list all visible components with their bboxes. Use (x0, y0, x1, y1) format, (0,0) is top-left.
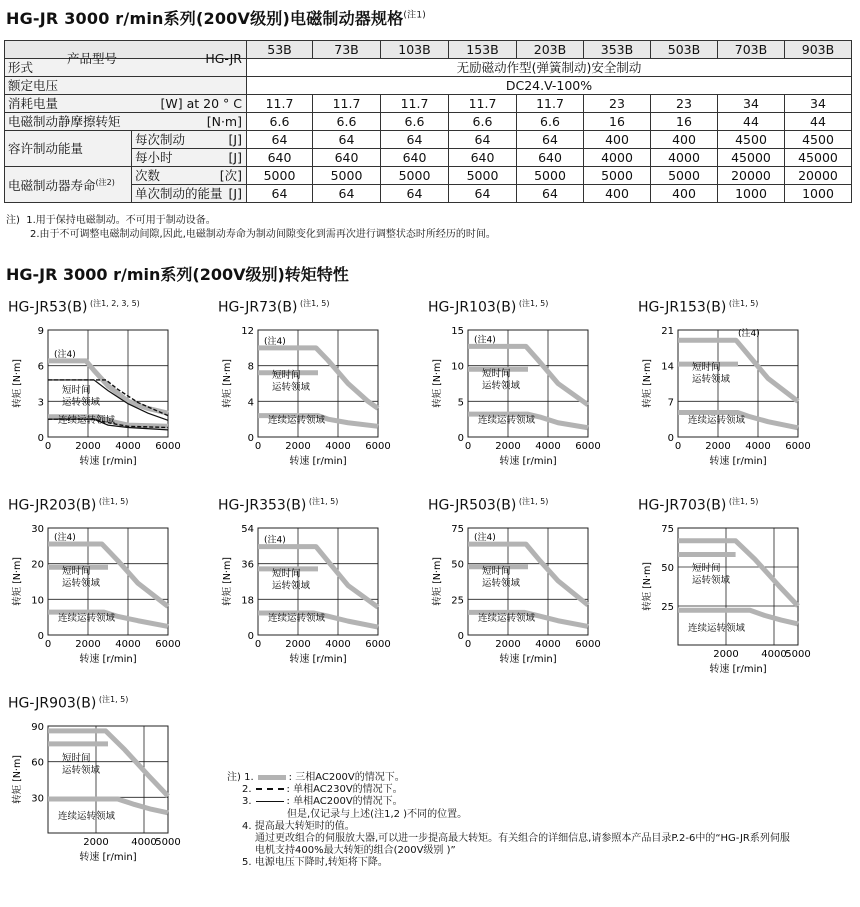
continuous-label: 连续运转领域 (58, 415, 116, 426)
x-tick-label: 5000 (155, 837, 181, 848)
table-header-row: 产品型号 HG-JR 53B 73B 103B 153B 203B 353B 503B 703B 903B (5, 41, 852, 59)
y-tick-label: 10 (31, 595, 44, 607)
note4-label: (注4) (54, 349, 76, 360)
torque-chart-5 (8, 496, 213, 691)
series-line (678, 610, 798, 624)
legend-solid-line (256, 801, 284, 802)
chart-title: HG-JR203(B) $^{(注1, 5)}$ (8, 497, 129, 514)
y-tick-label: 5 (457, 397, 464, 409)
short-time-label: 运转领域 (62, 578, 101, 590)
torque-chart-4 (638, 298, 843, 493)
short-time-label: 短时间 (482, 368, 511, 380)
note4-label: (注4) (474, 533, 496, 544)
y-axis-label: 转矩 [N·m] (432, 359, 443, 408)
y-tick-label: 30 (31, 793, 44, 805)
torque-chart-7 (428, 496, 633, 691)
chart-svg (8, 518, 213, 709)
x-axis-label: 转速 [r/min] (79, 852, 137, 863)
y-axis-label: 转矩 [N·m] (12, 755, 23, 804)
y-tick-label: 14 (661, 361, 674, 373)
chart-title: HG-JR503(B) $^{(注1, 5)}$ (428, 497, 549, 514)
chart-svg (218, 518, 423, 709)
continuous-label: 连续运转领域 (688, 623, 746, 634)
y-tick-label: 9 (37, 326, 44, 337)
y-tick-label: 15 (451, 326, 464, 337)
note4-label: (注4) (264, 535, 286, 546)
x-tick-label: 5000 (785, 649, 811, 660)
x-tick-label: 4000 (745, 441, 771, 452)
short-time-label: 短时间 (62, 752, 91, 764)
y-tick-label: 90 (31, 722, 44, 733)
x-tick-label: 6000 (575, 441, 601, 452)
torque-chart-1 (8, 298, 213, 493)
x-axis-label: 转速 [r/min] (709, 664, 767, 675)
x-tick-label: 4000 (115, 441, 141, 452)
y-axis-label: 转矩 [N·m] (642, 562, 653, 611)
y-tick-label: 0 (457, 433, 464, 444)
x-tick-label: 6000 (365, 639, 391, 650)
x-axis-label: 转速 [r/min] (79, 654, 137, 665)
x-tick-label: 4000 (535, 639, 561, 650)
y-tick-label: 0 (247, 433, 254, 444)
y-axis-label: 转矩 [N·m] (12, 557, 23, 606)
table-row: 形式 无励磁动作型(弹簧制动)安全制动 (5, 59, 852, 77)
continuous-label: 连续运转领域 (58, 811, 116, 822)
short-time-label: 短时间 (482, 566, 511, 578)
x-tick-label: 2000 (285, 639, 311, 650)
short-time-label: 运转领域 (482, 578, 521, 590)
x-axis-label: 转速 [r/min] (709, 456, 767, 467)
y-tick-label: 4 (247, 397, 254, 409)
x-axis-label: 转速 [r/min] (79, 456, 137, 467)
x-tick-label: 4000 (325, 639, 351, 650)
x-tick-label: 0 (254, 639, 262, 650)
torque-chart-3 (428, 298, 633, 493)
chart-svg (428, 320, 633, 511)
chart-title: HG-JR153(B) $^{(注1, 5)}$ (638, 299, 759, 316)
x-tick-label: 6000 (155, 639, 181, 650)
x-tick-label: 0 (44, 441, 52, 452)
table-row: 每小时 [J] 640 640 640 640 640 4000 4000 45000 45000 (5, 149, 852, 167)
x-tick-label: 6000 (365, 441, 391, 452)
short-time-label: 运转领域 (62, 764, 101, 776)
x-tick-label: 2000 (495, 441, 521, 452)
y-axis-label: 转矩 [N·m] (222, 557, 233, 606)
y-tick-label: 0 (37, 433, 44, 444)
x-axis-label: 转速 [r/min] (289, 456, 347, 467)
x-axis-label: 转速 [r/min] (499, 456, 557, 467)
y-tick-label: 0 (457, 631, 464, 642)
table-row: 消耗电量 [W] at 20 ° C 11.7 11.7 11.7 11.7 11.7 23 23 34 34 (5, 95, 852, 113)
chart-title: HG-JR703(B) $^{(注1, 5)}$ (638, 497, 759, 514)
legend-gray-line (258, 775, 286, 780)
y-tick-label: 50 (661, 563, 674, 574)
table-row: 额定电压 DC24.V-100% (5, 77, 852, 95)
x-tick-label: 0 (464, 441, 472, 452)
continuous-label: 连续运转领域 (688, 415, 746, 426)
short-time-label: 短时间 (272, 369, 301, 381)
short-time-label: 运转领域 (272, 580, 311, 592)
x-tick-label: 2000 (495, 639, 521, 650)
x-axis-label: 转速 [r/min] (289, 654, 347, 665)
x-tick-label: 2000 (75, 441, 101, 452)
y-axis-label: 转矩 [N·m] (12, 359, 23, 408)
y-tick-label: 75 (451, 524, 464, 535)
y-axis-label: 转矩 [N·m] (642, 359, 653, 408)
x-tick-label: 6000 (785, 441, 811, 452)
x-tick-label: 4000 (761, 649, 787, 660)
y-tick-label: 25 (661, 602, 674, 613)
short-time-label: 短时间 (272, 568, 301, 580)
y-axis-label: 转矩 [N·m] (222, 359, 233, 408)
y-tick-label: 18 (241, 595, 254, 607)
torque-chart-2 (218, 298, 423, 493)
y-tick-label: 20 (31, 559, 44, 571)
x-tick-label: 0 (674, 441, 682, 452)
torque-chart-8 (638, 496, 843, 701)
continuous-label: 连续运转领域 (268, 415, 326, 426)
short-time-label: 短时间 (692, 362, 721, 374)
torque-chart-6 (218, 496, 423, 691)
torque-title: HG-JR 3000 r/min系列(200V级别)转矩特性 (6, 265, 349, 284)
y-tick-label: 10 (451, 361, 464, 373)
spec-title: HG-JR 3000 r/min系列(200V级别)电磁制动器规格$^{(注1)}$ (6, 9, 426, 28)
table-row: 电磁制动静摩擦转矩 [N·m] 6.6 6.6 6.6 6.6 6.6 16 16 44 44 (5, 113, 852, 131)
x-tick-label: 6000 (155, 441, 181, 452)
x-tick-label: 6000 (575, 639, 601, 650)
continuous-label: 连续运转领域 (478, 415, 536, 426)
x-tick-label: 4000 (325, 441, 351, 452)
y-tick-label: 7 (667, 397, 674, 409)
chart-title: HG-JR103(B) $^{(注1, 5)}$ (428, 299, 549, 316)
x-tick-label: 4000 (535, 441, 561, 452)
brake-spec-table (4, 40, 852, 203)
note4-label: (注4) (264, 336, 286, 347)
x-tick-label: 0 (44, 639, 52, 650)
chart-svg (8, 320, 213, 511)
y-tick-label: 75 (661, 524, 674, 535)
table-row: 单次制动的能量 [J] 64 64 64 64 64 400 400 1000 1000 (5, 185, 852, 203)
short-time-label: 运转领域 (692, 374, 731, 386)
x-tick-label: 0 (464, 639, 472, 650)
x-tick-label: 0 (254, 441, 262, 452)
legend-dashed-line (256, 788, 284, 790)
note4-label: (注4) (474, 335, 496, 346)
short-time-label: 运转领域 (272, 381, 311, 393)
chart-title: HG-JR73(B) $^{(注1, 5)}$ (218, 299, 330, 316)
x-tick-label: 2000 (75, 639, 101, 650)
y-tick-label: 0 (37, 631, 44, 642)
x-tick-label: 2000 (713, 649, 739, 660)
chart-title: HG-JR903(B) $^{(注1, 5)}$ (8, 695, 129, 712)
y-tick-label: 30 (31, 524, 44, 535)
continuous-label: 连续运转领域 (58, 613, 116, 624)
y-tick-label: 60 (31, 757, 44, 769)
chart-svg (218, 320, 423, 511)
y-tick-label: 8 (247, 361, 254, 373)
chart-svg (428, 518, 633, 709)
continuous-label: 连续运转领域 (268, 613, 326, 624)
y-tick-label: 0 (247, 631, 254, 642)
x-tick-label: 2000 (285, 441, 311, 452)
torque-notes: 注) 1. : 三相AC200V的情况下。 2. : 单相AC230V的情况下。 3. : 单相AC200V的情况下。 但是,仅记录与上述(注1,2 )不同的位置。 4. 提高最大转矩时的值。 通过更改组合的伺服放大器,可以进一步提高最大转矩。有关组合的详细信息,请参照本产品目录P.2-6中的“HG-JR系列伺服 电机支持400%最大转矩的组合(200V级别 )” 5. 电源电压下降时,转矩将下降。 (227, 772, 790, 869)
chart-svg (638, 518, 843, 719)
spec-notes: 注) 1.用于保持电磁制动。不可用于制动设备。 2.由于不可调整电磁制动间隙,因此,电磁制动寿命为制动间隙变化到需再次进行调整状态时所经历的时间。 (6, 215, 496, 240)
y-tick-label: 3 (37, 397, 44, 409)
table-row: 电磁制动器寿命$^{(注2)}$ 次数 [次] 5000 5000 5000 5000 5000 5000 5000 20000 20000 (5, 167, 852, 185)
note4-label: (注4) (738, 329, 760, 340)
chart-svg (8, 716, 213, 907)
short-time-label: 运转领域 (62, 396, 101, 408)
short-time-label: 运转领域 (482, 380, 521, 392)
y-tick-label: 50 (451, 559, 464, 571)
x-axis-label: 转速 [r/min] (499, 654, 557, 665)
y-axis-label: 转矩 [N·m] (432, 557, 443, 606)
y-tick-label: 36 (241, 559, 254, 571)
y-tick-label: 6 (37, 361, 44, 373)
short-time-label: 短时间 (62, 566, 91, 578)
y-tick-label: 21 (661, 326, 674, 337)
continuous-label: 连续运转领域 (478, 613, 536, 624)
table-row: 容许制动能量 每次制动 [J] 64 64 64 64 64 400 400 4500 4500 (5, 131, 852, 149)
y-tick-label: 54 (241, 524, 254, 535)
x-tick-label: 2000 (83, 837, 109, 848)
note4-label: (注4) (54, 533, 76, 544)
short-time-label: 运转领域 (692, 574, 731, 586)
x-tick-label: 4000 (131, 837, 157, 848)
torque-chart-9 (8, 694, 213, 889)
y-tick-label: 12 (241, 326, 254, 337)
short-time-label: 短时间 (62, 384, 91, 396)
chart-title: HG-JR353(B) $^{(注1, 5)}$ (218, 497, 339, 514)
y-tick-label: 25 (451, 595, 464, 607)
y-tick-label: 0 (667, 433, 674, 444)
chart-svg (638, 320, 843, 511)
chart-title: HG-JR53(B) $^{(注1, 2, 3, 5)}$ (8, 299, 140, 316)
x-tick-label: 4000 (115, 639, 141, 650)
x-tick-label: 2000 (705, 441, 731, 452)
short-time-label: 短时间 (692, 562, 721, 574)
